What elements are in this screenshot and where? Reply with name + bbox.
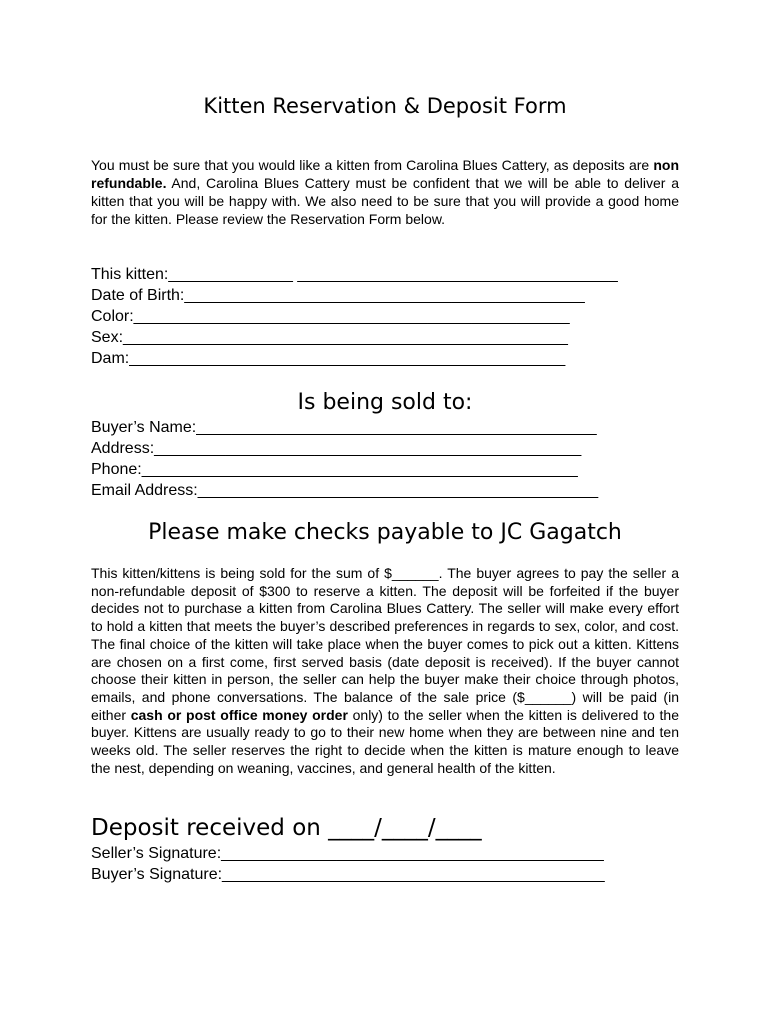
form-title: Kitten Reservation & Deposit Form: [203, 94, 567, 118]
terms-paragraph: [91, 565, 679, 777]
kitten-details-fields: [91, 264, 691, 369]
buyer-signature-field[interactable]: Buyer’s Signature:___________________________________________: [91, 866, 605, 883]
payment-method-text: cash or post office money order: [130, 706, 348, 723]
dam-field[interactable]: Dam:_________________________________________________: [91, 350, 566, 367]
intro-text-end: And, Carolina Blues Cattery must be confident that we will be able to deliver a kitten that you will be happy with. We also need to be sure that you will provide a good home for the kitten. Please review the Reservation Form below.: [91, 175, 679, 227]
buyer-name-field[interactable]: Buyer’s Name:_____________________________________________: [91, 419, 597, 436]
terms-text-end: only) to the seller when the kitten is delivered to the buyer. Kittens are usually ready to go to their new home when they are between nine and ten weeks old. The seller reserves the right to decide when the kitten is mature enough to leave the nest, depending on weaning, vaccines, and general health of the kitten.: [91, 706, 679, 776]
terms-text-start: This kitten/kittens is being sold for the sum of $______. The buyer agrees to pay the seller a non-refundable deposit of $300 to reserve a kitten. The deposit will be forfeited if the buyer decides not to purchase a kitten from Carolina Blues Cattery. The seller will make every effort to hold a kitten that meets the buyer’s described preferences in regards to sex, color, and cost. The final choice of the kitten will take place when the buyer comes to pick out a kitten. Kittens are chosen on a first come, first served basis (date deposit is received). If the buyer cannot choose their kitten in person, the seller can help the buyer make their choice through photos, emails, and phone conversations. The balance of the sale price ($______) will be paid (in either: [91, 565, 679, 723]
intro-non-refundable-text: non refundable.: [91, 157, 679, 191]
address-field[interactable]: Address:________________________________________________: [91, 440, 582, 457]
signature-fields: [91, 843, 691, 885]
intro-text-start: You must be sure that you would like a kitten from Carolina Blues Cattery, as deposits are: [91, 157, 654, 173]
email-address-field[interactable]: Email Address:_____________________________________________: [91, 482, 599, 499]
phone-field[interactable]: Phone:_________________________________________________: [91, 461, 578, 478]
seller-signature-field[interactable]: Seller’s Signature:___________________________________________: [91, 845, 604, 862]
checks-payable-heading: Please make checks payable to JC Gagatch: [148, 520, 622, 545]
sex-field[interactable]: Sex:__________________________________________________: [91, 329, 568, 346]
color-field[interactable]: Color:_________________________________________________: [91, 308, 570, 325]
date-of-birth-field[interactable]: Date of Birth:_____________________________________________: [91, 287, 585, 304]
buyer-details-fields: [91, 417, 691, 501]
deposit-received-line[interactable]: Deposit received on ____/____/____: [91, 815, 482, 841]
intro-paragraph: [91, 156, 679, 228]
sold-to-heading: Is being sold to:: [297, 390, 473, 415]
this-kitten-field[interactable]: This kitten:______________ ____________________________________: [91, 266, 618, 283]
